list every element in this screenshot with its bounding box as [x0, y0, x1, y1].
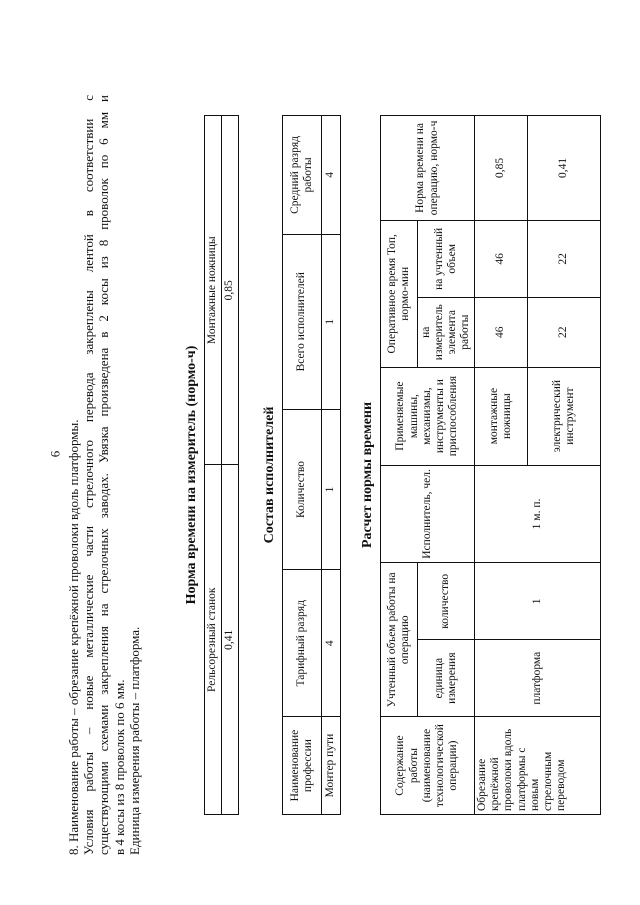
- crew-title: Состав исполнителей: [262, 406, 277, 544]
- norm-title: Норма времени на измеритель (нормо-ч): [184, 345, 199, 605]
- intro-text: [66, 95, 142, 855]
- calc-per-volume-2: 22: [528, 220, 601, 297]
- work-unit: Единица измерения работы – платформа.: [126, 626, 142, 855]
- work-conditions-line-1: Условия работы – новые металлические части стрелочного перевода закреплены лентой в соответствии с: [81, 95, 97, 855]
- calc-content: Обрезание крепёжной проволоки вдоль платформы с новым стрелочным переводом: [475, 717, 601, 815]
- calc-norm-1: 0,85: [475, 116, 528, 221]
- calc-per-meter-1: 46: [475, 297, 528, 367]
- calc-unit: платформа: [475, 640, 601, 717]
- norm-header-rail-saw: Рельсорезный станок: [205, 465, 222, 815]
- crew-avg-grade: 4: [322, 116, 341, 235]
- crew-header-profession: Наименование профессии: [283, 717, 322, 815]
- calc-header-optime: Оперативное время Топ, нормо-мин: [381, 220, 418, 367]
- calc-header-norm: Норма времени на операцию, нормо-ч: [381, 116, 475, 221]
- calc-header-per-meter: на измеритель элемента работы: [418, 297, 475, 367]
- page-number: 6: [47, 450, 63, 458]
- norm-value-rail-saw: 0,41: [222, 465, 239, 815]
- calc-header-content: Содержание работы (наименование технологической операции): [381, 717, 475, 815]
- calc-header-executor: Исполнитель, чел.: [381, 465, 475, 563]
- calc-machine-1: монтажные ножницы: [475, 367, 528, 465]
- calc-norm-2: 0,41: [528, 116, 601, 221]
- crew-table: [282, 115, 341, 815]
- calc-header-machines: Применяемые машины, механизмы, инструменты и приспособления: [381, 367, 475, 465]
- crew-header-grade: Тарифный разряд: [283, 570, 322, 717]
- work-conditions-line-3: в 4 косы из 8 проволок по 6 мм.: [111, 679, 127, 855]
- crew-profession: Монтер пути: [322, 717, 341, 815]
- crew-grade: 4: [322, 570, 341, 717]
- calc-title: Расчет нормы времени: [360, 401, 375, 549]
- norm-value-shears: 0,85: [222, 116, 239, 466]
- calc-table: [380, 115, 601, 815]
- calc-header-volume: Учтенный объем работы на операцию: [381, 563, 418, 717]
- calc-machine-2: электрический инструмент: [528, 367, 601, 465]
- calc-per-volume-1: 46: [475, 220, 528, 297]
- calc-header-per-volume: на учтенный объем: [418, 220, 475, 297]
- crew-header-avg-grade: Средний разряд работы: [283, 116, 322, 235]
- crew-header-count: Количество: [283, 409, 322, 570]
- norm-table: [204, 115, 239, 815]
- crew-count: 1: [322, 409, 341, 570]
- calc-per-meter-2: 22: [528, 297, 601, 367]
- calc-header-qty: количество: [418, 563, 475, 640]
- crew-total: 1: [322, 234, 341, 409]
- calc-header-unit: единица измерения: [418, 640, 475, 717]
- crew-header-total: Всего исполнителей: [283, 234, 322, 409]
- work-name: 8. Наименование работы – обрезание крепёжной проволоки вдоль платформы.: [66, 419, 81, 855]
- norm-header-shears: Монтажные ножницы: [205, 116, 222, 466]
- calc-executor: 1 м. п.: [475, 465, 601, 563]
- work-conditions-line-2: существующими схемами закрепления на стрелочных заводах. Увязка произведена в 2 косы из 8 проволок по 6 мм и: [96, 95, 112, 855]
- calc-qty: 1: [475, 563, 601, 640]
- rotated-page-content: [66, 75, 626, 855]
